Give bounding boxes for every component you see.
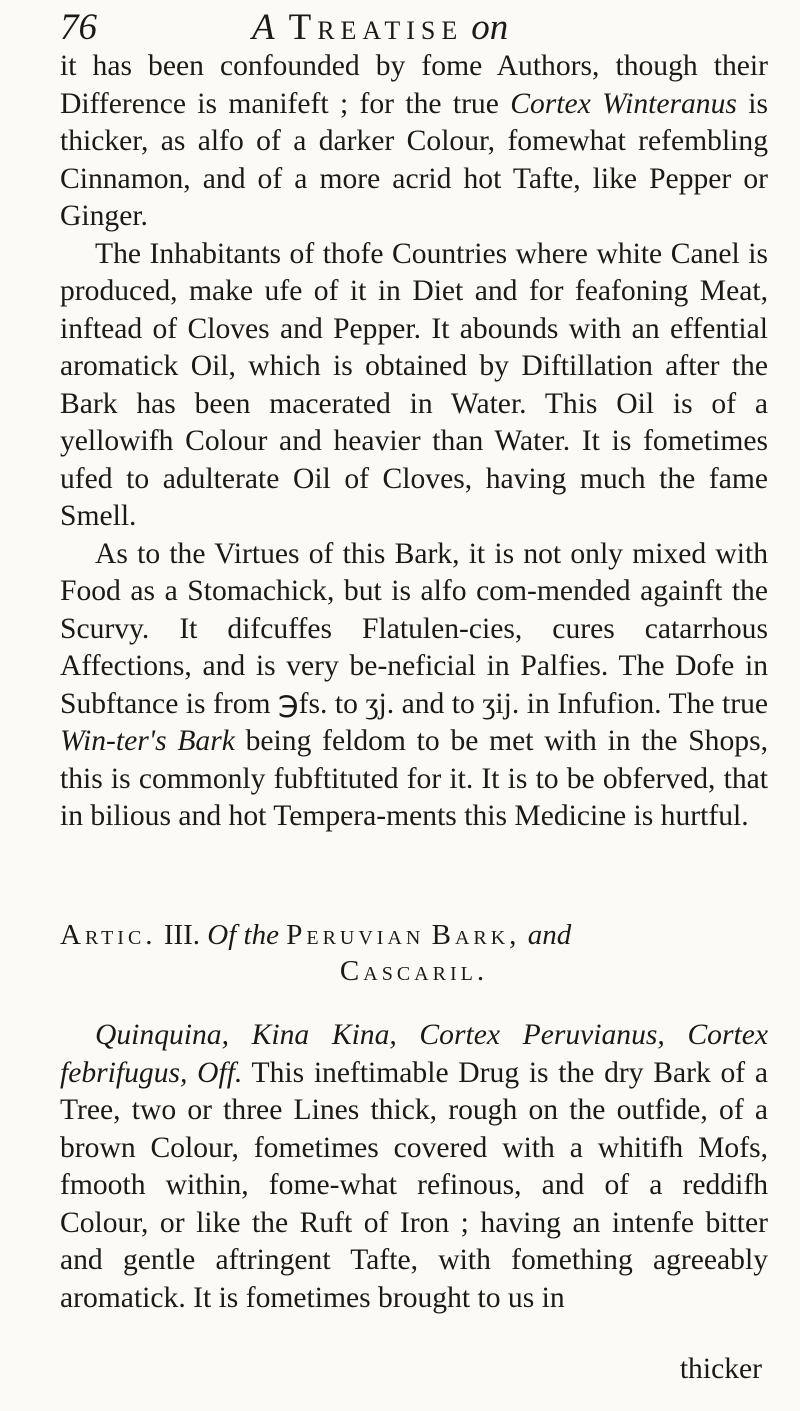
body-text <box>60 48 768 836</box>
paragraph <box>60 536 768 836</box>
article-label: Artic. <box>60 919 157 951</box>
running-title <box>252 6 508 49</box>
text-run: This ineftimable Drug is the dry Bark of a Tree, two or three Lines thick, rough on the outfide, of a brown Colour, fometimes covered with a whitifh Mofs, fmooth within, fome-what refinous, and of a reddifh Colour, or like the Ruft of Iron ; having an intenfe bitter and gentle aftringent Tafte, with fomething agreeably aromatick. It is fometimes brought to us in <box>60 1056 768 1314</box>
running-title-on: on <box>471 7 509 48</box>
article-heading <box>60 917 768 989</box>
text-run: is thicker, as alfo of a darker Colour, fomewhat refembling Cinnamon, and of a more acrid hot Tafte, like Pepper or Ginger. <box>60 87 769 232</box>
text-run: The Inhabitants of thofe Countries where white Canel is produced, make ufe of it in Diet and for feafoning Meat, inftead of Cloves and Pepper. It abounds with an effential aromatick Oil, which is obtained by Diftillation after the Bark has been macerated in Water. This Oil is of a yellowifh Colour and heavier than Water. It is fometimes ufed to adulterate Oil of Cloves, having much the fame Smell. <box>60 237 768 532</box>
article-paragraph <box>60 1017 768 1317</box>
text-run: it has been confounded by fome Authors, though their Difference is manifeft ; for the true <box>60 50 768 120</box>
article-body <box>60 1017 768 1317</box>
running-title-a: A <box>252 7 275 48</box>
text-run: being feldom to be met with in the Shops, this is commonly fubftituted for it. It is to be obferved, that in bilious and hot Tempera-ments this Medicine is hurtful. <box>60 725 768 832</box>
article-cascaril: Cascaril. <box>339 955 489 987</box>
article-and: and <box>527 919 572 951</box>
running-head <box>60 4 760 48</box>
article-bark: Bark, <box>431 919 521 951</box>
catchword: thicker <box>679 1353 762 1385</box>
text-run: As to the Virtues of this Bark, it is not only mixed with Food as a Stomachick, but is alfo com-mended againft the Scurvy. It difcuffes Flatulen-cies, cures catarrhous Affections, and is very be-neficial in Palfies. The Dofe in Subftance is from ℈fs. to ʒj. and to ʒij. in Infufion. The true <box>60 537 768 720</box>
article-peruvian: Peruvian <box>286 919 425 951</box>
article-number: III. <box>163 919 201 951</box>
running-title-treatise: Treatise <box>288 7 464 48</box>
paragraph <box>60 48 768 236</box>
italic-run: Quinquina, Kina Kina, Cortex Peruvianus, Cortex febrifugus, Off. <box>60 1019 768 1089</box>
article-of-the: Of the <box>207 919 279 951</box>
italic-run: Cortex Winteranus <box>510 87 737 120</box>
page-number: 76 <box>60 7 97 48</box>
paragraph <box>60 236 768 536</box>
italic-run: Win-ter's Bark <box>60 725 235 757</box>
